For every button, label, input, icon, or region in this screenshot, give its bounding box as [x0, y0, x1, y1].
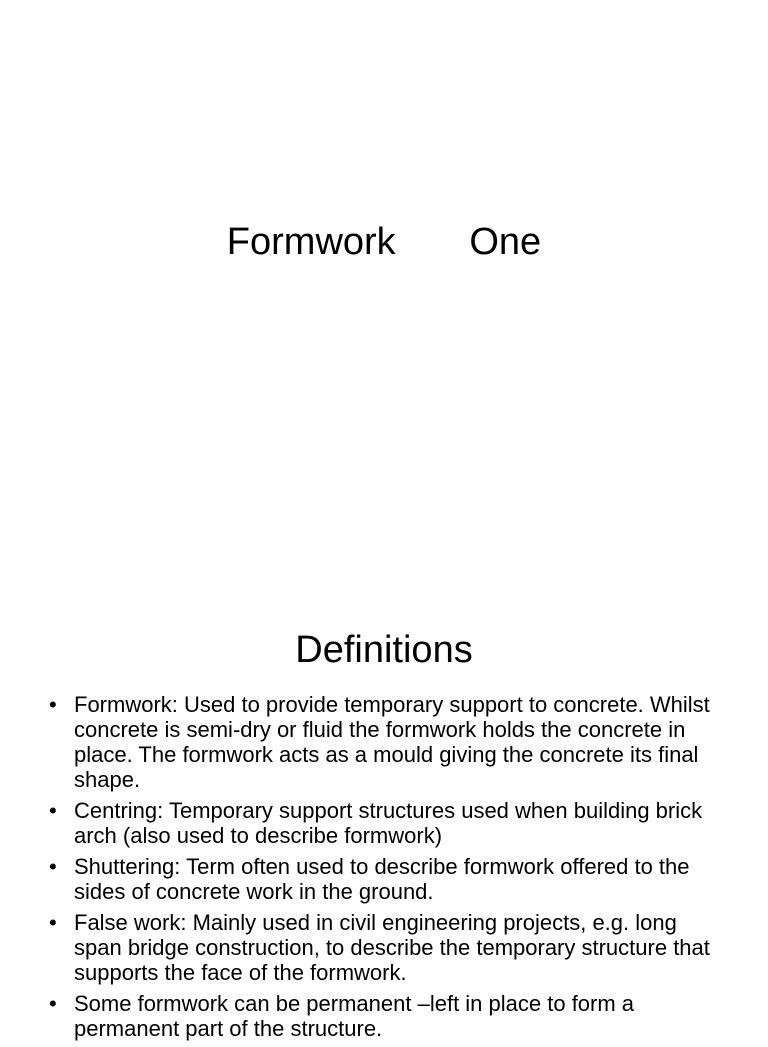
list-item	[46, 910, 726, 985]
definitions-list	[46, 692, 726, 1047]
list-item	[46, 692, 726, 792]
list-item-text: Shuttering: Term often used to describe formwork offered to the sides of concrete work in the ground.	[74, 854, 690, 904]
list-item	[46, 991, 726, 1041]
bullet-icon: •	[49, 910, 57, 935]
list-item-text: Some formwork can be permanent –left in place to form a permanent part of the structure.	[74, 991, 635, 1041]
list-item-text: Formwork: Used to provide temporary support to concrete. Whilst concrete is semi-dry or fluid the formwork holds the concrete in place. The formwork acts as a mould giving the concrete its final shape.	[74, 692, 710, 792]
list-item	[46, 798, 726, 848]
slide-title: Formwork One	[226, 221, 542, 263]
bullet-icon: •	[49, 798, 57, 823]
slide-definitions	[0, 576, 768, 1041]
bullet-icon: •	[49, 692, 57, 717]
list-item-text: Centring: Temporary support structures used when building brick arch (also used to describe formwork)	[74, 798, 703, 848]
slide-heading: Definitions	[295, 629, 473, 671]
list-item	[46, 854, 726, 904]
list-item-text: False work: Mainly used in civil engineering projects, e.g. long span bridge construction, to describe the temporary structure that supports the face of the formwork.	[74, 910, 710, 985]
bullet-icon: •	[49, 854, 57, 879]
bullet-icon: •	[49, 991, 57, 1016]
